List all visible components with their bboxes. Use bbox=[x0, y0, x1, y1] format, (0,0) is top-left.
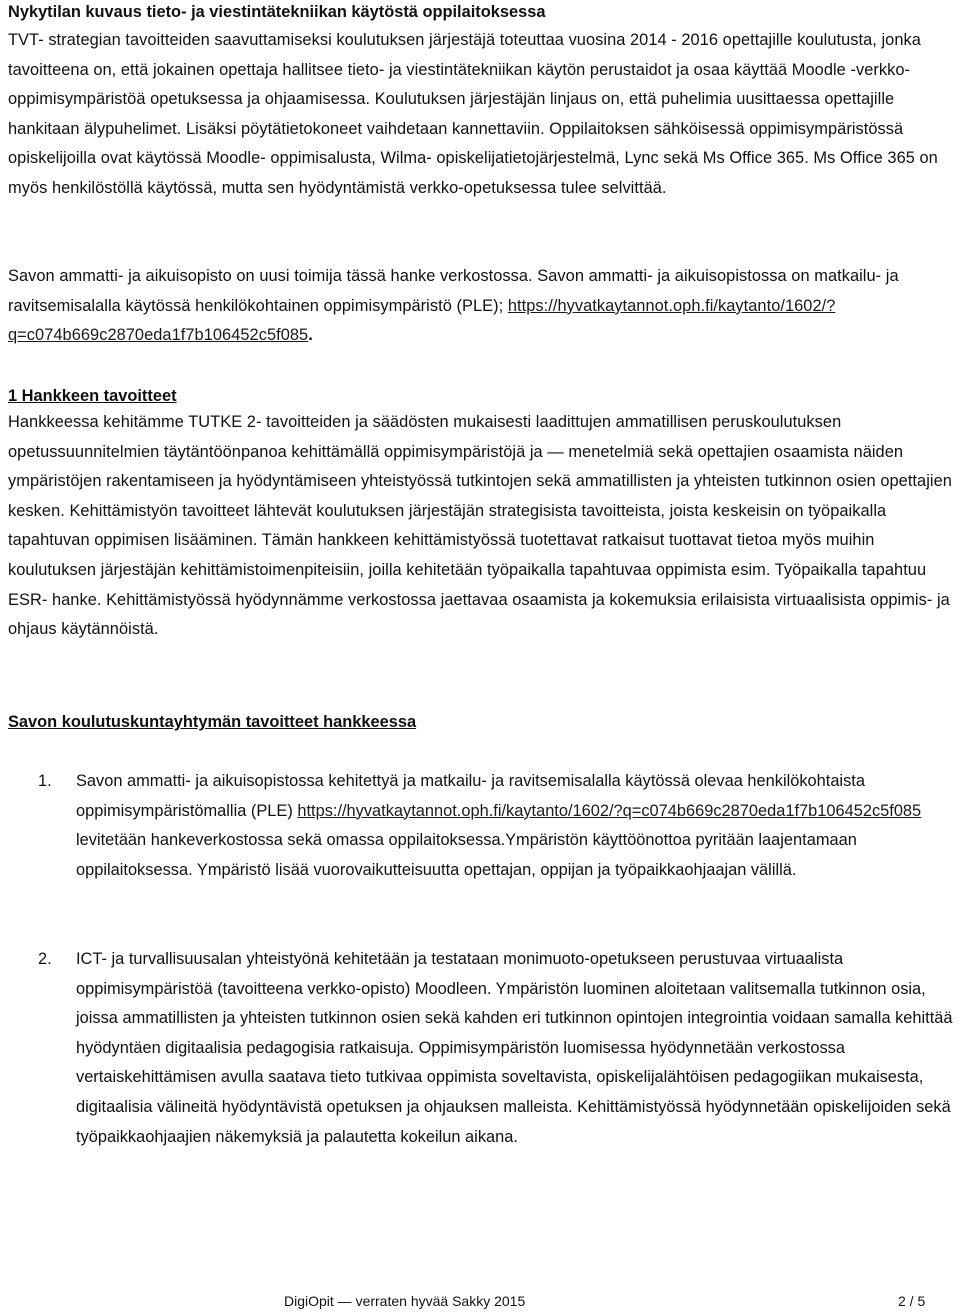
page-heading: Nykytilan kuvaus tieto- ja viestintätekniikan käytöstä oppilaitoksessa bbox=[8, 3, 546, 21]
section-2-title: Savon koulutuskuntayhtymän tavoitteet hankkeessa bbox=[8, 713, 417, 731]
section-1-title: 1 Hankkeen tavoitteet bbox=[8, 387, 177, 405]
list-number: 2. bbox=[38, 950, 52, 968]
paragraph-period: . bbox=[308, 326, 313, 345]
network-paragraph-text: Savon ammatti- ja aikuisopisto on uusi toimija tässä hanke verkostossa. Savon ammatti- ja aikuisopistossa on matkailu- ja ravitsemisalalla käytössä henkilökohtainen oppimisympäristö (PLE); bbox=[8, 267, 899, 315]
network-paragraph bbox=[8, 262, 954, 351]
ple-link[interactable]: https://hyvatkaytannot.oph.fi/kaytanto/1602/?q=c074b669c2870eda1f7b106452c5f085 bbox=[8, 296, 836, 345]
footer-page-number: 2 / 5 bbox=[898, 1293, 926, 1309]
ple-link-list[interactable]: https://hyvatkaytannot.oph.fi/kaytanto/1602/?q=c074b669c2870eda1f7b106452c5f085 bbox=[297, 801, 922, 820]
intro-paragraph: TVT- strategian tavoitteiden saavuttamiseksi koulutuksen järjestäjä toteuttaa vuosina 2014 - 2016 opettajille koulutusta, jonka tavoitteena on, että jokainen opettaja hallitsee tieto- ja viestintätekniikan käytön perustaidot ja osaa käyttää Moodle -verkko-oppimisympäristöä opetuksessa ja ohjaamisessa. Koulutuksen järjestäjän linjaus on, että puhelimia uusittaessa opettajille hankitaan älypuhelimet. Lisäksi pöytätietokoneet vaihdetaan kannettaviin. Oppilaitoksen sähköisessä oppimisympäristössä opiskelijoilla ovat käytössä Moodle- oppimisalusta, Wilma- opiskelijatietojärjestelmä, Lync sekä Ms Office 365. Ms Office 365 on myös henkilöstöllä käytössä, mutta sen hyödyntämistä verkko-opetuksessa tulee selvittää. bbox=[8, 31, 938, 197]
section-1-body: Hankkeessa kehitämme TUTKE 2- tavoitteiden ja säädösten mukaisesti laadittujen ammatillisen peruskoulutuksen opetussuunnitelmien täytäntöönpanoa kehittämällä oppimisympäristöjä ja — menetelmiä sekä opettajien osaamista näiden ympäristöjen rakentamiseen ja hyödyntämiseen yhteistyössä tutkintojen sekä ammatillisten ja yhteisten tutkinnon osien opettajien kesken. Kehittämistyön tavoitteet lähtevät koulutuksen järjestäjän strategisista tavoitteista, joista keskeisin on työpaikalla tapahtuvan oppimisen lisääminen. Tämän hankkeen kehittämistyössä tuotettavat ratkaisut tuottavat tietoa myös muihin koulutuksen järjestäjän kehittämistoimenpiteisiin, joilla kehitetään työpaikalla tapahtuvaa oppimista esim. Työpaikalla tapahtuu ESR- hanke. Kehittämistyössä hyödynnämme verkostossa jaettavaa osaamista ja kokemuksia erilaisista virtuaalisista oppimis- ja ohjaus käytännöistä. bbox=[8, 413, 952, 639]
list-item-text: ICT- ja turvallisuusalan yhteistyönä kehitetään ja testataan monimuoto-opetukseen perustuvaa virtuaalista oppimisympäristöä (tavoitteena verkko-opisto) Moodleen. Ympäristön luominen aloitetaan valitsemalla tutkinnon osia, joissa ammatillisten ja yhteisten tutkinnon osien sekä kahden eri tutkinnon opintojen integrointia voidaan samalla kehittää hyödyntäen digitaalisia pedagogisia ratkaisuja. Oppimisympäristön luomisessa hyödynnetään verkostossa vertaiskehittämisen avulla saatava tieto tutkivaa oppimista soveltavista, opiskelijalähtöisen pedagogiikan mukaisesta, digitaalisia välineitä hyödyntävistä opetuksen ja ohjauksen malleista. Kehittämistyössä hyödynnetään opiskelijoiden sekä työpaikkaohjaajien näkemyksiä ja palautetta kokeilun aikana. bbox=[76, 950, 953, 1146]
footer-title: DigiOpit — verraten hyvää Sakky 2015 bbox=[284, 1293, 526, 1309]
list-number: 1. bbox=[38, 772, 52, 790]
list-item-text: Savon ammatti- ja aikuisopistossa kehitettyä ja matkailu- ja ravitsemisalalla käytössä olevaa henkilökohtaista oppimisympäristömallia (PLE) https://hyvatkaytannot.oph.fi/kaytanto/1602/?q=c074b669c2870eda1f7b106452c5f085 levitetään hankeverkostossa sekä omassa oppilaitoksessa.Ympäristön käyttöönottoa pyritään laajentamaan oppilaitoksessa. Ympäristö lisää vuorovaikutteisuutta opettajan, oppijan ja työpaikkaohjaajan välillä. bbox=[76, 772, 922, 879]
